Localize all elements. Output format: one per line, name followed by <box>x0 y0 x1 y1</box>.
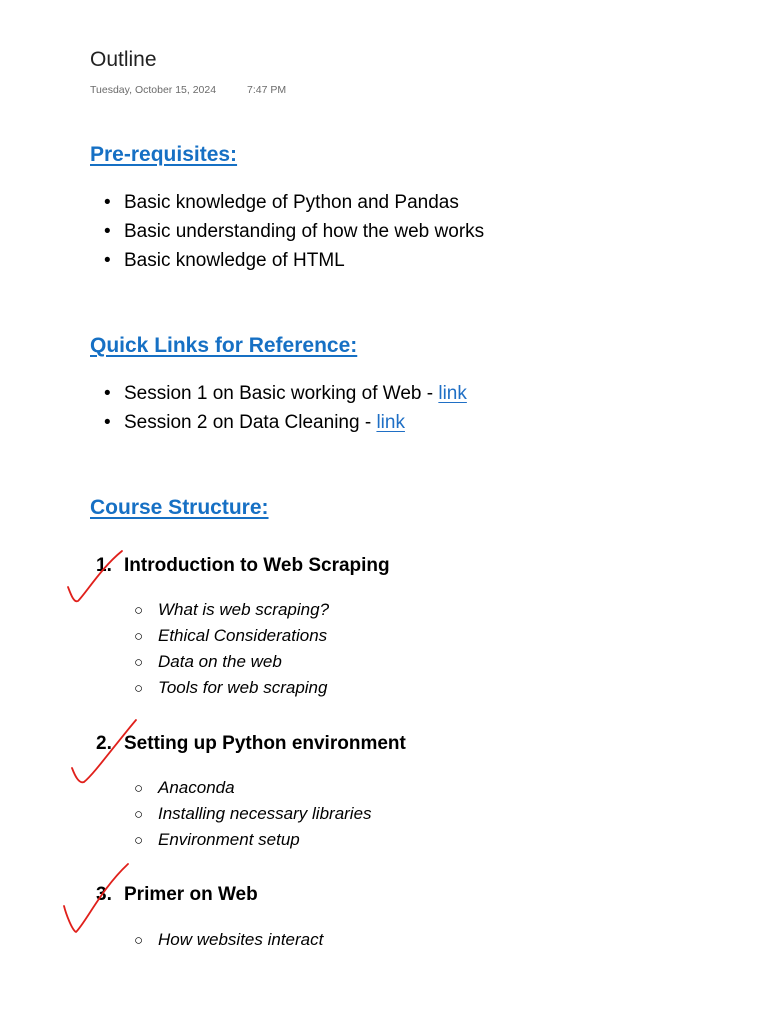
circle-bullet-icon: ○ <box>134 628 144 645</box>
bullet-icon: • <box>104 383 111 404</box>
page-meta <box>90 84 286 96</box>
section-1-items <box>134 597 329 701</box>
list-item: ○ What is web scraping? <box>134 597 329 623</box>
section-2-items <box>134 775 372 853</box>
prerequisites-list <box>104 188 484 275</box>
section-3-title: 3. Primer on Web <box>96 884 258 905</box>
bullet-icon: • <box>104 250 111 271</box>
circle-bullet-icon: ○ <box>134 654 144 671</box>
page-title: Outline <box>90 48 157 71</box>
quick-links-list <box>104 379 467 437</box>
prerequisites-heading: Pre-requisites: <box>90 143 238 166</box>
circle-bullet-icon: ○ <box>134 602 144 619</box>
quick-links-heading: Quick Links for Reference: <box>90 334 358 357</box>
checkmark-icon <box>56 858 136 938</box>
bullet-icon: • <box>104 412 111 433</box>
circle-bullet-icon: ○ <box>134 806 144 823</box>
checkmark-icon <box>64 716 144 788</box>
list-item: ○ Installing necessary libraries <box>134 801 372 827</box>
circle-bullet-icon: ○ <box>134 932 144 949</box>
page-date: Tuesday, October 15, 2024 <box>90 84 217 96</box>
list-item: ○ Tools for web scraping <box>134 675 329 701</box>
list-item: ○ Anaconda <box>134 775 372 801</box>
list-item: • Basic understanding of how the web works <box>104 217 484 246</box>
section-3-items <box>134 927 323 953</box>
list-item: ○ Data on the web <box>134 649 329 675</box>
section-number: 1. <box>96 555 112 576</box>
list-item: • Basic knowledge of Python and Pandas <box>104 188 484 217</box>
section-number: 3. <box>96 884 112 905</box>
list-item: ○ Environment setup <box>134 827 372 853</box>
circle-bullet-icon: ○ <box>134 780 144 797</box>
checkmark-icon <box>60 545 130 610</box>
section-1-title: 1. Introduction to Web Scraping <box>96 555 390 576</box>
circle-bullet-icon: ○ <box>134 680 144 697</box>
list-item: ○ Ethical Considerations <box>134 623 329 649</box>
bullet-icon: • <box>104 192 111 213</box>
page-time: 7:47 PM <box>247 84 287 96</box>
session-1-link[interactable]: link <box>438 383 467 404</box>
course-structure-heading: Course Structure: <box>90 496 269 519</box>
bullet-icon: • <box>104 221 111 242</box>
section-2-title: 2. Setting up Python environment <box>96 733 406 754</box>
session-2-link[interactable]: link <box>376 412 405 433</box>
list-item: • Session 1 on Basic working of Web - link <box>104 379 467 408</box>
circle-bullet-icon: ○ <box>134 832 144 849</box>
list-item: ○ How websites interact <box>134 927 323 953</box>
list-item: • Session 2 on Data Cleaning - link <box>104 408 467 437</box>
section-number: 2. <box>96 733 112 754</box>
list-item: • Basic knowledge of HTML <box>104 246 484 275</box>
